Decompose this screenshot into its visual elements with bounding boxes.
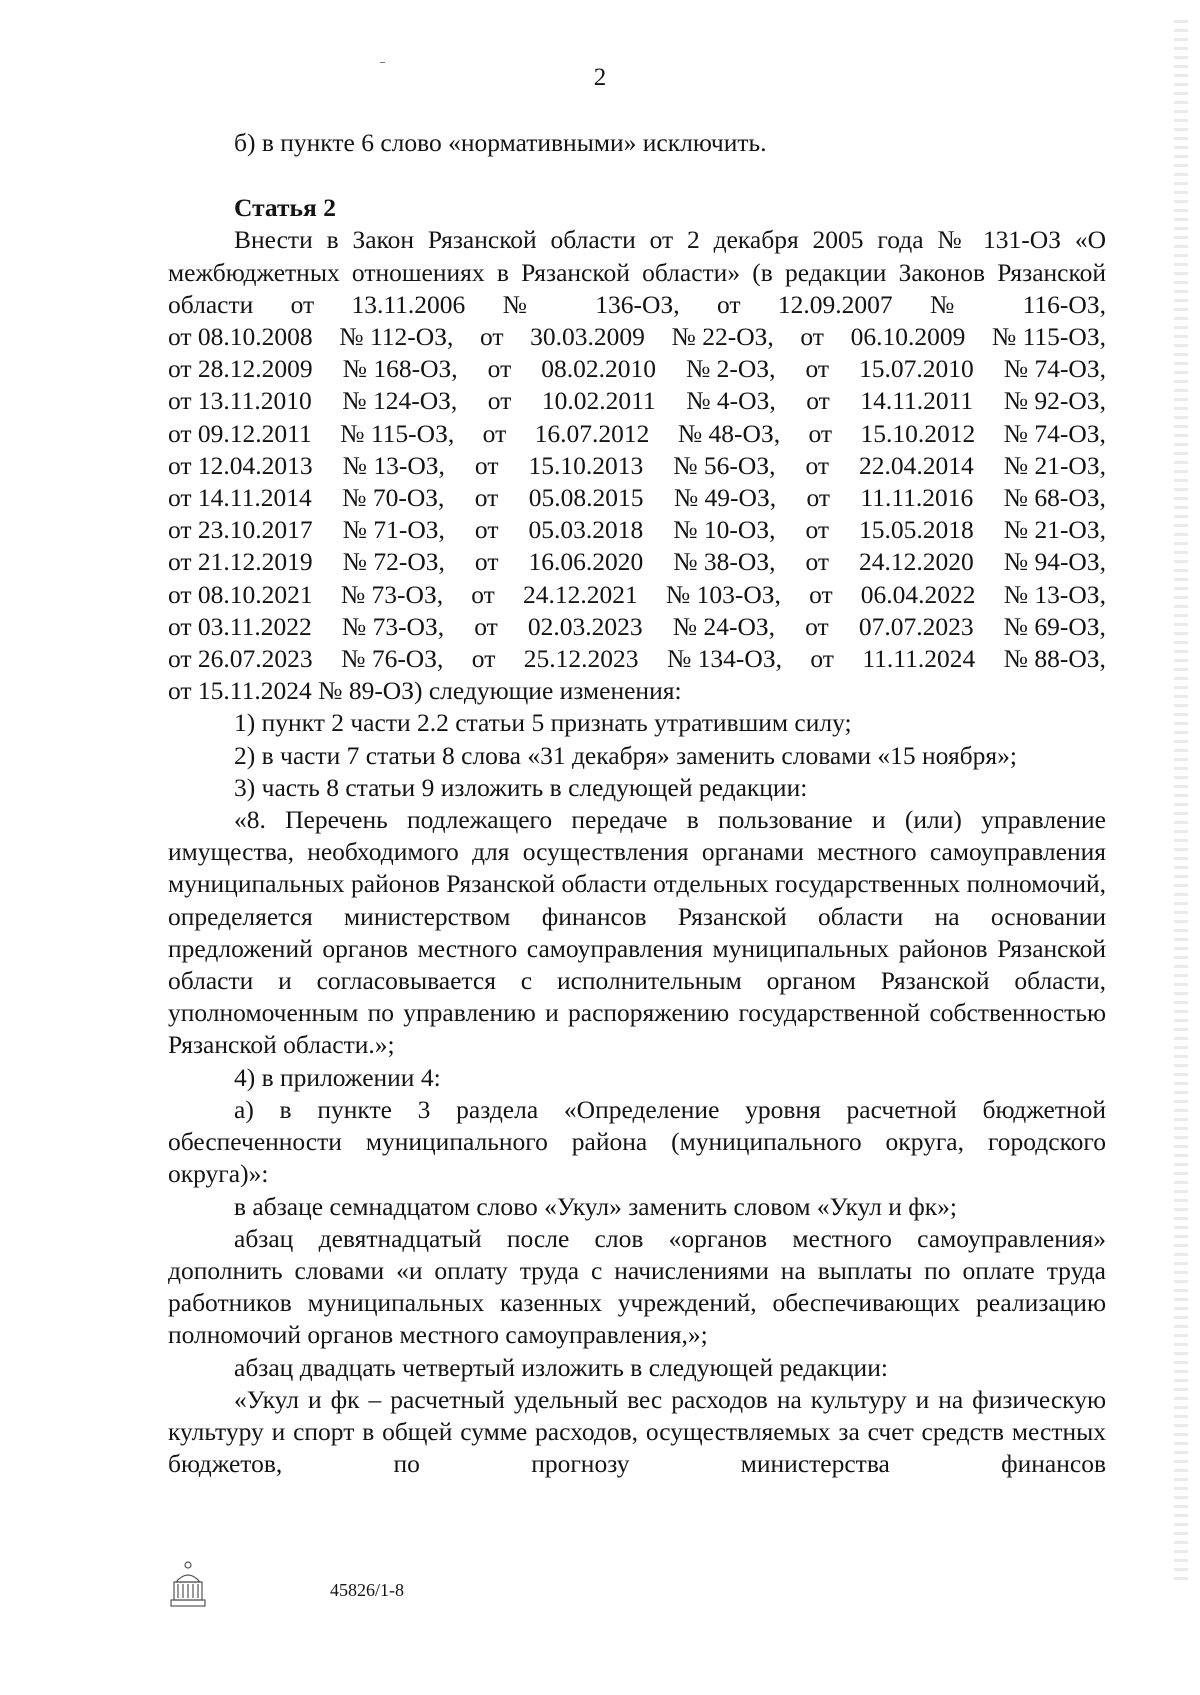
amendment-cell: от 12.04.2013	[168, 450, 313, 480]
amendment-cell: № 72-ОЗ,	[342, 547, 445, 577]
spacer	[168, 159, 1106, 192]
amendment-cell: № 24-ОЗ,	[672, 611, 776, 641]
amendment-cell: № 22-ОЗ,	[671, 322, 774, 352]
amendment-cell: от	[800, 322, 824, 352]
amendment-cell: № 13-ОЗ,	[342, 450, 445, 480]
amendment-cell: № 70-ОЗ,	[342, 483, 445, 513]
amendment-cell: от 23.10.2017	[168, 515, 313, 545]
amendment-cell: № 124-ОЗ,	[342, 386, 458, 416]
amendment-cell: от	[805, 354, 830, 384]
amendment-cell: 08.02.2010	[541, 354, 656, 384]
item-2: 2) в части 7 статьи 8 слова «31 декабря» заменить словами «15 ноября»;	[234, 740, 1017, 770]
amendment-cell: от 08.10.2008	[168, 322, 313, 352]
amendment-list	[168, 321, 1106, 675]
amendment-row	[168, 353, 1106, 385]
amendment-cell: № 74-ОЗ,	[1003, 354, 1106, 384]
amendment-cell: от	[805, 611, 829, 641]
amendment-cell: 02.03.2023	[527, 611, 643, 641]
amendment-cell: № 115-ОЗ,	[340, 418, 455, 448]
amendment-cell: 05.08.2015	[528, 483, 644, 513]
amendment-cell: № 112-ОЗ,	[339, 322, 454, 352]
amendment-cell: 15.10.2013	[528, 450, 644, 480]
amendment-cell: от	[805, 547, 830, 577]
amendment-cell: 16.06.2020	[528, 547, 644, 577]
item-4: 4) в приложении 4:	[234, 1062, 441, 1092]
amendment-cell: от	[474, 547, 499, 577]
item-4a-paragraph-2: абзац девятнадцатый после слов «органов местного самоуправления» дополнить словами «и оплату труда с начислениями на выплаты по оплате труда работников муниципальных казенных учреждений, обеспечивающих реализацию полномочий органов местного самоуправления,»;	[168, 1223, 1106, 1350]
amendment-cell: от 09.12.2011	[168, 418, 312, 448]
amendment-cell: от 03.11.2022	[168, 611, 312, 641]
amendment-cell: от	[806, 386, 830, 416]
scan-edge-artifact	[1174, 20, 1188, 1580]
amendment-cell: 24.12.2020	[859, 547, 974, 577]
amendment-cell: от 14.11.2014	[168, 483, 312, 513]
amendment-row	[168, 643, 1106, 675]
amendment-cell: № 68-ОЗ,	[1003, 483, 1106, 513]
amendment-cell: 11.11.2024	[862, 644, 976, 674]
amendment-cell: № 134-ОЗ,	[666, 644, 782, 674]
amendment-cell: от	[474, 450, 499, 480]
amendment-cell: 05.03.2018	[528, 515, 644, 545]
amendment-cell: 15.07.2010	[859, 354, 974, 384]
printing-house-emblem-icon	[168, 1560, 208, 1612]
amendment-cell: от 13.11.2010	[168, 386, 312, 416]
amendment-cell: от	[805, 515, 830, 545]
amendment-cell: 24.12.2021	[522, 579, 638, 609]
amendment-cell: № 88-ОЗ,	[1003, 644, 1106, 674]
item-4a-paragraph-4: «Укул и фк – расчетный удельный вес расходов на культуру и на физическую культуру и спорт в общей сумме расходов, осуществляемых за счет средств местных бюджетов, по прогнозу министерства финансов	[168, 1384, 1106, 1479]
amendment-cell: № 69-ОЗ,	[1003, 611, 1106, 641]
amendment-cell: № 38-ОЗ,	[673, 547, 776, 577]
page-number: 2	[593, 64, 607, 91]
amendment-cell: от 21.12.2019	[168, 547, 313, 577]
amendment-row	[168, 450, 1106, 482]
amendment-cell: № 73-ОЗ,	[340, 579, 444, 609]
item-4a: а) в пункте 3 раздела «Определение уровня расчетной бюджетной обеспеченности муниципального района (муниципального округа, городского округа)»:	[168, 1094, 1106, 1189]
amendment-row	[168, 514, 1106, 546]
amendment-cell: № 94-ОЗ,	[1003, 547, 1106, 577]
amendment-cell: 22.04.2014	[859, 450, 974, 480]
amendment-cell: № 13-ОЗ,	[1003, 579, 1106, 609]
amendment-cell: № 4-ОЗ,	[686, 386, 776, 416]
amendment-cell: № 21-ОЗ,	[1003, 450, 1106, 480]
amendment-cell: № 115-ОЗ,	[991, 322, 1106, 352]
amendment-cell: от	[806, 483, 831, 513]
amendment-cell: от	[809, 579, 833, 609]
paragraph-b: б) в пункте 6 слово «нормативными» исключить.	[234, 128, 767, 157]
amendment-cell: № 71-ОЗ,	[342, 515, 445, 545]
amendment-cell: от	[808, 418, 833, 448]
amendment-cell: от 08.10.2021	[168, 579, 313, 609]
amendment-cell: № 74-ОЗ,	[1003, 418, 1106, 448]
amendment-cell: № 10-ОЗ,	[673, 515, 776, 545]
amendment-cell: от	[474, 611, 498, 641]
amendment-row	[168, 579, 1106, 611]
item-3: 3) часть 8 статьи 9 изложить в следующей редакции:	[234, 772, 808, 802]
amendment-cell: № 168-ОЗ,	[342, 354, 458, 384]
amendment-row	[168, 385, 1106, 417]
amendment-row	[168, 418, 1106, 450]
amendment-cell: от 28.12.2009	[168, 354, 313, 384]
amendment-cell: от	[810, 644, 834, 674]
amendment-cell: № 73-ОЗ,	[341, 611, 445, 641]
amendment-cell: от	[474, 483, 499, 513]
amendment-cell: 14.11.2011	[860, 386, 974, 416]
amendment-cell: от	[474, 515, 499, 545]
amendment-row	[168, 321, 1106, 353]
amendment-cell: № 103-ОЗ,	[665, 579, 781, 609]
item-4a-paragraph-3: абзац двадцать четвертый изложить в следующей редакции:	[234, 1352, 888, 1382]
amendment-cell: 07.07.2023	[858, 611, 974, 641]
amendment-cell: № 2-ОЗ,	[685, 354, 776, 384]
article-intro: Внести в Закон Рязанской области от 2 декабря 2005 года № 131-ОЗ «О межбюджетных отношениях в Рязанской области» (в редакции Законов Рязанской области от 13.11.2006 № 136-ОЗ, от 12.09.2007 № 116-ОЗ,	[168, 225, 1106, 319]
item-1: 1) пункт 2 части 2.2 статьи 5 признать утратившим силу;	[234, 708, 852, 738]
amendment-cell: № 92-ОЗ,	[1003, 386, 1106, 416]
amendment-cell: № 48-ОЗ,	[677, 418, 781, 448]
amendment-cell: 10.02.2011	[541, 386, 656, 416]
amendment-cell: 06.04.2022	[860, 579, 976, 609]
amendment-cell: 11.11.2016	[860, 483, 974, 513]
amendment-cell: от	[479, 322, 504, 352]
scan-mark	[380, 62, 385, 63]
amendment-cell: от	[471, 644, 496, 674]
amendment-cell: № 49-ОЗ,	[673, 483, 777, 513]
amendment-cell: 30.03.2009	[530, 322, 645, 352]
amendment-cell: от	[471, 579, 495, 609]
amendment-cell: 25.12.2023	[523, 644, 639, 674]
amendment-row	[168, 482, 1106, 514]
amendment-cell: от	[487, 354, 512, 384]
amendment-cell: 06.10.2009	[850, 322, 966, 352]
document-code: 45826/1-8	[330, 1580, 404, 1600]
amendment-cell: от	[805, 450, 830, 480]
amendment-cell: 15.10.2012	[860, 418, 976, 448]
amendment-row	[168, 546, 1106, 578]
amendment-cell: от	[482, 418, 507, 448]
amendment-cell: 16.07.2012	[534, 418, 650, 448]
article-heading: Статья 2	[234, 193, 336, 223]
amendment-cell: № 76-ОЗ,	[341, 644, 444, 674]
document-body	[168, 127, 1106, 1480]
amendment-cell: № 21-ОЗ,	[1003, 515, 1106, 545]
article-intro-end: от 15.11.2024 № 89-ОЗ) следующие изменения:	[168, 676, 682, 706]
amendment-cell: № 56-ОЗ,	[673, 450, 776, 480]
amendment-cell: 15.05.2018	[859, 515, 974, 545]
amendment-cell: от	[487, 386, 512, 416]
amendment-cell: от 26.07.2023	[168, 644, 313, 674]
item-3-text: «8. Перечень подлежащего передаче в пользование и (или) управление имущества, необходимого для осуществления органами местного самоуправления муниципальных районов Рязанской области отдельных государственных полномочий, определяется министерством финансов Рязанской области на основании предложений органов местного самоуправления муниципальных районов Рязанской области и согласовывается с исполнительным органом Рязанской области, уполномоченным по управлению и распоряжению государственной собственностью Рязанской области.»;	[168, 805, 1106, 1060]
item-4a-paragraph-1: в абзаце семнадцатом слово «Укул» заменить словом «Укул и фк»;	[234, 1191, 958, 1221]
amendment-row	[168, 611, 1106, 643]
